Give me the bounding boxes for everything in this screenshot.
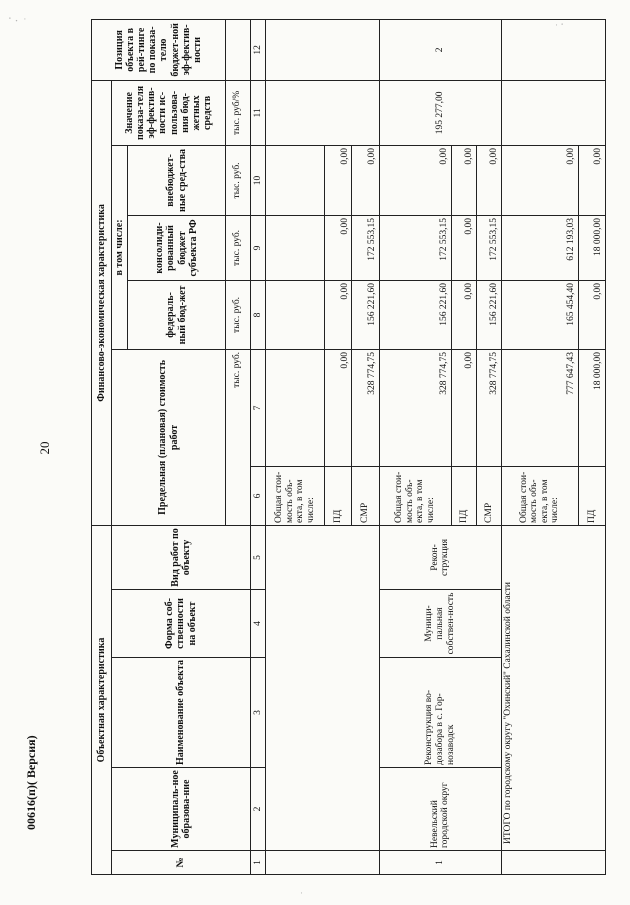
g1-pd-extra: 0,00: [452, 145, 477, 215]
header-consolidated-budget: консолиди-рованный бюджет субъекта РФ: [128, 215, 225, 280]
total-total-cost: 777 647,43: [501, 349, 578, 466]
header-extra-budget: внебюджет-ные сред-ства: [128, 145, 225, 215]
header-object-name: Наименование объекта: [112, 658, 250, 768]
g1-pd-federal: 0,00: [452, 280, 477, 349]
total-pd-consolidated: 18 000,00: [578, 215, 605, 280]
header-ownership-form: Форма соб-ственности на объект: [112, 590, 250, 658]
g0-pd-label: ПД: [325, 466, 352, 525]
unit-federal: тыс. руб.: [225, 280, 250, 349]
col-number-7: 7: [250, 349, 266, 466]
g1-total-label: Общая стои-мость объ-екта, в том числе:: [379, 466, 451, 525]
g1-total-consolidated: 172 553,15: [379, 215, 451, 280]
g1-ownership-form: Муници-пальная собствен-ность: [379, 590, 501, 658]
g0-pd-consolidated: 0,00: [325, 215, 352, 280]
col-number-8: 8: [250, 280, 266, 349]
total-total-label: Общая стои-мость объ-екта, в том числе:: [501, 466, 578, 525]
total-pd-federal: 0,00: [578, 280, 605, 349]
scan-speckle: · ⠂: [555, 20, 567, 30]
g0-smr-label: СМР: [352, 466, 379, 525]
g0-number: [266, 851, 379, 875]
header-financial-characteristics: Финансово-экономическая характеристика: [92, 80, 112, 525]
total-number: [501, 851, 605, 875]
g1-work-type: Рекон-струкция: [379, 525, 501, 589]
col-number-5: 5: [250, 525, 266, 589]
g0-object-cells: [266, 525, 379, 850]
header-number: №: [112, 851, 250, 875]
header-efficiency-value: Значение показа-теля эф-фектив-ности ис-пользова-ния бюд-жетных средств: [112, 80, 225, 145]
unit-rating: [225, 19, 250, 80]
g0-pd-federal: 0,00: [325, 280, 352, 349]
unit-efficiency: тыс. руб/%: [225, 80, 250, 145]
g0-smr-federal: 156 221,60: [352, 280, 379, 349]
g0-total-label: Общая стои-мость объ-екта, в том числе:: [266, 466, 325, 525]
rotated-table-block: [91, 20, 606, 875]
unit-cost: тыс. руб.: [225, 349, 250, 525]
g1-smr-federal: 156 221,60: [476, 280, 501, 349]
total-total-extra: 0,00: [501, 145, 578, 215]
col-number-6: 6: [250, 466, 266, 525]
unit-extra-budget: тыс. руб.: [225, 145, 250, 215]
g1-total-federal: 156 221,60: [379, 280, 451, 349]
col-number-4: 4: [250, 590, 266, 658]
total-total-consolidated: 612 193,03: [501, 215, 578, 280]
g1-municipality: Невельский городской округ: [379, 768, 501, 851]
g0-pd-extra: 0,00: [325, 145, 352, 215]
col-number-9: 9: [250, 215, 266, 280]
col-number-3: 3: [250, 658, 266, 768]
total-pd-label: ПД: [578, 466, 605, 525]
header-including: в том числе:: [112, 145, 128, 349]
g1-number: 1: [379, 851, 501, 875]
g1-smr-consolidated: 172 553,15: [476, 215, 501, 280]
g1-total-cost: 328 774,75: [379, 349, 451, 466]
header-planned-cost: Предельная (плановая) стоимость работ: [112, 349, 225, 525]
total-pd-cost: 18 000,00: [578, 349, 605, 466]
total-label: ИТОГО по городскому округу "Охинский" Сахалинской области: [501, 525, 605, 850]
g1-smr-cost: 328 774,75: [476, 349, 501, 466]
unit-consolidated: тыс. руб.: [225, 215, 250, 280]
g1-rating-position: 2: [379, 19, 501, 80]
financial-table: [91, 19, 606, 875]
g1-smr-label: СМР: [476, 466, 501, 525]
g0-smr-extra: 0,00: [352, 145, 379, 215]
total-pd-extra: 0,00: [578, 145, 605, 215]
g1-smr-extra: 0,00: [476, 145, 501, 215]
total-total-federal: 165 454,40: [501, 280, 578, 349]
col-number-2: 2: [250, 768, 266, 851]
scan-speckle: ·: [300, 888, 303, 898]
header-municipality: Муниципаль-ное образова-ние: [112, 768, 250, 851]
col-number-10: 10: [250, 145, 266, 215]
document-footer: 00616(п)( Версия): [24, 735, 38, 830]
header-rating-position: Позиция объекта в рей-тинге по показа-телю бюджет-ной эф-фектив-ности: [92, 19, 226, 80]
g1-pd-consolidated: 0,00: [452, 215, 477, 280]
g1-pd-cost: 0,00: [452, 349, 477, 466]
col-number-1: 1: [250, 851, 266, 875]
page-number: 20: [37, 441, 52, 455]
g1-pd-label: ПД: [452, 466, 477, 525]
g1-efficiency: 195 277,00: [379, 80, 501, 145]
g0-smr-cost: 328 774,75: [352, 349, 379, 466]
header-object-characteristics: Объектная характеристика: [92, 525, 112, 874]
g1-object-name: Реконструкция во-дозабора в с. Гор-нозаводск: [379, 658, 501, 768]
scan-speckle: ⠂⠄ ·: [8, 14, 27, 24]
header-federal-budget: федераль-ный бюд-жет: [128, 280, 225, 349]
col-number-11: 11: [250, 80, 266, 145]
g0-pd-cost: 0,00: [325, 349, 352, 466]
g0-smr-consolidated: 172 553,15: [352, 215, 379, 280]
col-number-12: 12: [250, 19, 266, 80]
g1-total-extra: 0,00: [379, 145, 451, 215]
header-work-type: Вид работ по объекту: [112, 525, 250, 589]
